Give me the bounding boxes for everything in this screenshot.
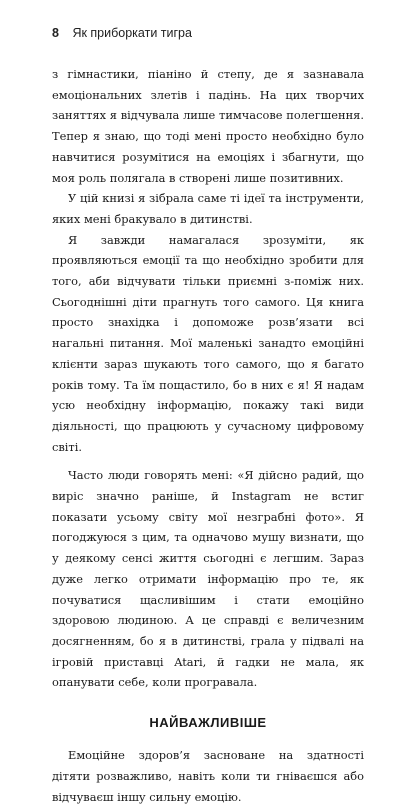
section-heading: НАЙВАЖЛИВІШЕ (149, 715, 267, 731)
book-title: Як приборкати тигра (72, 26, 192, 40)
paragraph: Часто люди говорять мені: «Я дійсно радий, що виріс значно раніше, й Instagram не встиг показати усьому світу мої незграбні фото». Я погоджуюся з цим, та одначово мушу визнати, що у деякому сенсі життя сьогодні є легшим. Зараз дуже легко отримати інформацію про те, як почуватися щасливішим і стати емоційно здоровою людиною. А це справді є величезним досягненням, бо я в дитинстві, грала у підвалі на ігровій приставці Atari, й гадки не мала, як опанувати себе, коли програвала. (52, 468, 364, 690)
paragraph: Емоційне здоров’я засноване на здатності дітяти розважливо, навіть коли ти гніваєшся або відчуваєш іншу сильну емоцію. (52, 748, 364, 804)
paragraph: Я завжди намагалася зрозуміти, як проявляються емоції та що необхідно зробити для того, аби відчувати тільки приємні з-поміж них. Сьогоднішні діти прагнуть того самого. Ця книга просто знахідка і допоможе розв’язати всі нагальні питання. Мої маленькі занадто емоційні клієнти зараз шукають того самого, що я багато років тому. Та їм пощастило, бо в них є я! Я надам усю необхідну інформацію, покажу такі види діяльності, що працюють у сучасному цифровому світі. (52, 232, 364, 454)
paragraph: з гімнастики, піаніно й степу, де я зазнавала емоціональних злетів і падінь. На цих творчих заняттях я відчувала лише тимчасове полегшення. Тепер я знаю, що тоді мені просто необхідно було навчитися розумітися на емоціях і збагнути, що моя роль полягала в створені лише позитивних. (52, 67, 364, 185)
page-body (52, 64, 364, 807)
running-header (52, 26, 192, 40)
paragraph: У цій книзі я зібрала саме ті ідеї та інструменти, яких мені бракувало в дитинстві. (52, 191, 364, 226)
page-number: 8 (52, 26, 59, 40)
